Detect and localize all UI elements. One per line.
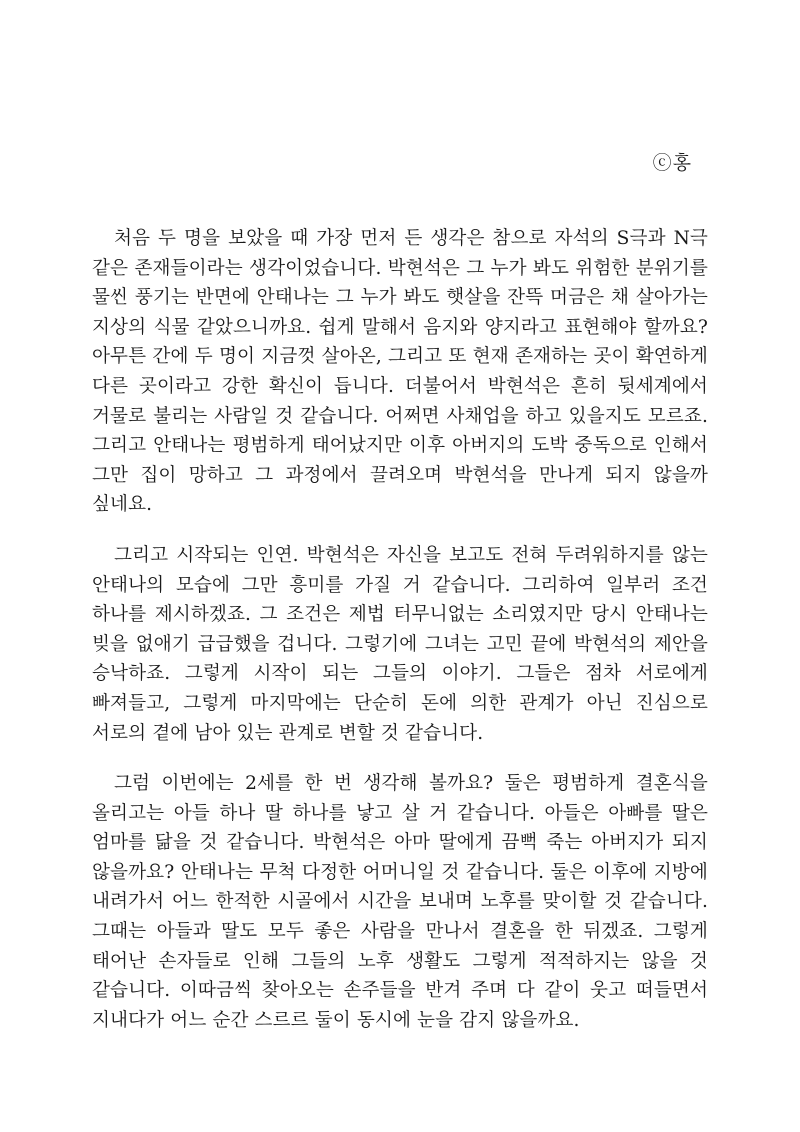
document-body (92, 224, 708, 1056)
paragraph-3: 그럼 이번에는 2세를 한 번 생각해 볼까요? 둘은 평범하게 결혼식을 올리고는 아들 하나 딸 하나를 낳고 살 거 같습니다. 아들은 아빠를 딸은 엄마를 닮을 것 같습니다. 박현석은 아마 딸에게 끔뻑 죽는 아버지가 되지 않을까요? 안태나는 무척 다정한 어머니일 것 같습니다. 둘은 이후에 지방에 내려가서 어느 한적한 시골에서 시간을 보내며 노후를 맞이할 것 같습니다. 그때는 아들과 딸도 모두 좋은 사람을 만나서 결혼을 한 뒤겠죠. 그렇게 태어난 손자들로 인해 그들의 노후 생활도 그렇게 적적하지는 않을 것 같습니다. 이따금씩 찾아오는 손주들을 반겨 주며 다 같이 웃고 떠들면서 지내다가 어느 순간 스르르 둘이 동시에 눈을 감지 않을까요. (92, 773, 708, 1031)
paragraph-2: 그리고 시작되는 인연. 박현석은 자신을 보고도 전혀 두려워하지를 않는 안태나의 모습에 그만 흥미를 가질 거 같습니다. 그리하여 일부러 조건 하나를 제시하겠죠. 그 조건은 제법 터무니없는 소리였지만 당시 안태나는 빚을 없애기 급급했을 겁니다. 그렇기에 그녀는 고민 끝에 박현석의 제안을 승낙하죠. 그렇게 시작이 되는 그들의 이야기. 그들은 점차 서로에게 빠져들고, 그렇게 마지막에는 단순히 돈에 의한 관계가 아닌 진심으로 서로의 곁에 남아 있는 관계로 변할 것 같습니다. (92, 544, 708, 744)
paragraph-1: 처음 두 명을 보았을 때 가장 먼저 든 생각은 참으로 자석의 S극과 N극 같은 존재들이라는 생각이었습니다. 박현석은 그 누가 봐도 위험한 분위기를 물씬 풍기는 반면에 안태나는 그 누가 봐도 햇살을 잔뜩 머금은 채 살아가는 지상의 식물 같았으니까요. 쉽게 말해서 음지와 양지라고 표현해야 할까요? 아무튼 간에 두 명이 지금껏 살아온, 그리고 또 현재 존재하는 곳이 확연하게 다른 곳이라고 강한 확신이 듭니다. 더불어서 박현석은 흔히 뒷세계에서 거물로 불리는 사람일 것 같습니다. 어쩌면 사채업을 하고 있을지도 모르죠. 그리고 안태나는 평범하게 태어났지만 이후 아버지의 도박 중독으로 인해서 그만 집이 망하고 그 과정에서 끌려오며 박현석을 만나게 되지 않을까 싶네요. (92, 228, 708, 516)
author-mark: ⓒ홍 (652, 152, 692, 174)
